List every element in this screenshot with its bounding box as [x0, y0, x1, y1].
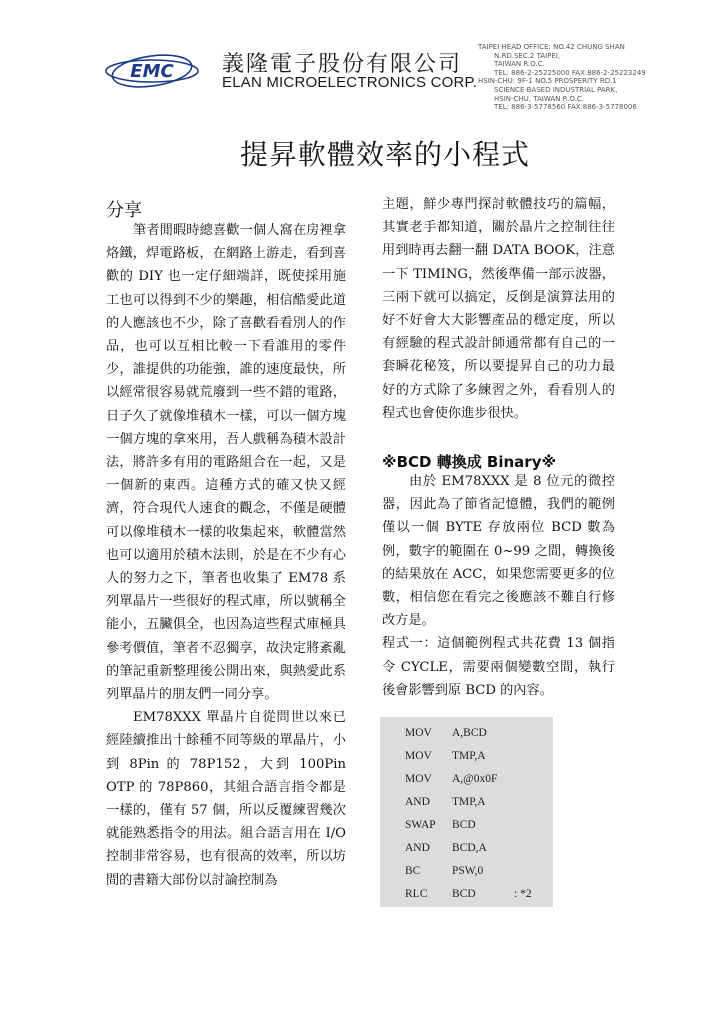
paragraph: 筆者閒暇時總喜歡一個人窩在房裡拿烙鐵，焊電路板，在網路上游走，看到喜歡的 DIY 也一定仔細端詳，既使採用施工也可以得到不少的樂趣，相信酷愛此道的人應該也不少，除了喜歡看看別人的作品，也可以互相比較一下看誰用的零件少，誰提供的功能強，誰的速度最快，所以經常很容易就荒廢到一些不錯的電路，日子久了就像堆積木一樣，可以一個方塊一個方塊的拿來用，吾人戲稱為積木設計法，將許多有用的電路組合在一起，又是一個新的東西。這種方式的確又快又經濟，符合現代人速食的觀念，不僅是硬體可以像堆積木一樣的收集起來，軟體當然也可以適用於積木法則，於是在不少有心人的努力之下，筆者也收集了 EM78 系列單晶片一些很好的程式庫，所以號稱全能小，五臟俱全，也因為這些程式庫極具參考價值，筆者不忍獨享，故決定將紊亂的筆記重新整理後公開出來，與熱愛此系列單晶片的朋友們一同分享。 [106, 223, 346, 703]
address-line: TEL: 886-3-5778560 FAX:886-3-5778006 [494, 103, 637, 112]
right-column-lower [382, 470, 615, 702]
code-op: BC [405, 865, 421, 877]
address-line: N.RD.SEC.2 TAIPEI, [494, 51, 561, 60]
section-heading-bcd: ※BCD 轉換成 Binary※ [382, 453, 557, 471]
right-column [382, 193, 615, 425]
left-column [106, 219, 346, 892]
section-heading-share: 分享 [106, 200, 142, 221]
paragraph: 主題，鮮少專門探討軟體技巧的篇幅，其實老手都知道，關於晶片之控制往往用到時再去翻一翻 DATA BOOK，注意一下 TIMING，然後準備一部示波器，三兩下就可以搞定，反倒是演算法用的好不好會大大影響產品的穩定度，所以有經驗的程式設計師通常都有自己的一套瞬花秘笈，所以要提昇自己的功力最好的方式除了多練習之外，看看別人的程式也會使你進步很快。 [382, 197, 615, 421]
paragraph: EM78XXX 單晶片自從問世以來已經陸續推出十餘種不同等級的單晶片，小到 8Pin 的 78P152，大到 100Pin OTP 的 78P860，其組合語言指令都是一樣的，僅有 57 個，所以反覆練習幾次就能熟悉指令的用法。組合語言用在 I/O 控制非常容易，也有很高的效率，所以坊間的書籍大部份以討論控制為 [106, 710, 346, 888]
code-arg: BCD [452, 819, 476, 831]
paragraph: 程式一：這個範例程式共花費 13 個指令 CYCLE，需要兩個變數空間，執行後會影響到原 BCD 的內容。 [382, 636, 615, 698]
code-arg: TMP,A [452, 750, 486, 762]
code-listing [380, 717, 553, 907]
code-op: SWAP [405, 819, 436, 831]
company-name-en: ELAN MICROELECTRONICS CORP. [222, 74, 478, 91]
code-arg: A,BCD [452, 727, 487, 739]
code-arg: BCD,A [452, 842, 487, 854]
address-line: SCIENCE-BASED INDUSTRIAL PARK, [494, 85, 618, 94]
code-arg: PSW,0 [452, 865, 484, 877]
code-op: MOV [405, 727, 432, 739]
code-op: MOV [405, 750, 432, 762]
code-op: MOV [405, 773, 432, 785]
code-op: AND [405, 842, 430, 854]
code-arg: BCD [452, 888, 476, 900]
page-title: 提昇軟體效率的小程式 [240, 138, 531, 171]
emc-logo [103, 53, 201, 89]
address-line: TAIWAN R.O.C. [494, 60, 545, 69]
code-op: RLC [405, 888, 428, 900]
logo-text: EMC [130, 61, 174, 82]
code-comment: : *2 [514, 888, 532, 900]
code-op: AND [405, 796, 430, 808]
address-block [478, 43, 646, 112]
address-line: HSIN-CHU: 9F-1 NO.5 PROSPERITY RD.1 [478, 77, 617, 86]
address-line: TAIPEI HEAD OFFICE: NO.42 CHUNG SHAN [478, 43, 625, 51]
address-line: TEL: 886-2-25225000 FAX:886-2-25223249 [494, 68, 646, 77]
code-arg: A,@0x0F [452, 773, 498, 785]
company-name-zh: 義隆電子股份有限公司 [222, 52, 463, 77]
code-arg: TMP,A [452, 796, 486, 808]
address-line: HSIN-CHU, TAIWAN R.O.C. [494, 94, 585, 103]
paragraph: 由於 EM78XXX 是 8 位元的微控器，因此為了節省記憶體，我們的範例僅以一個 BYTE 存放兩位 BCD 數為例，數字的範圍在 0~99 之間，轉換後的結果放在 ACC，如果您需要更多的位數，相信您在看完之後應該不難自行修改方是。 [382, 474, 615, 629]
